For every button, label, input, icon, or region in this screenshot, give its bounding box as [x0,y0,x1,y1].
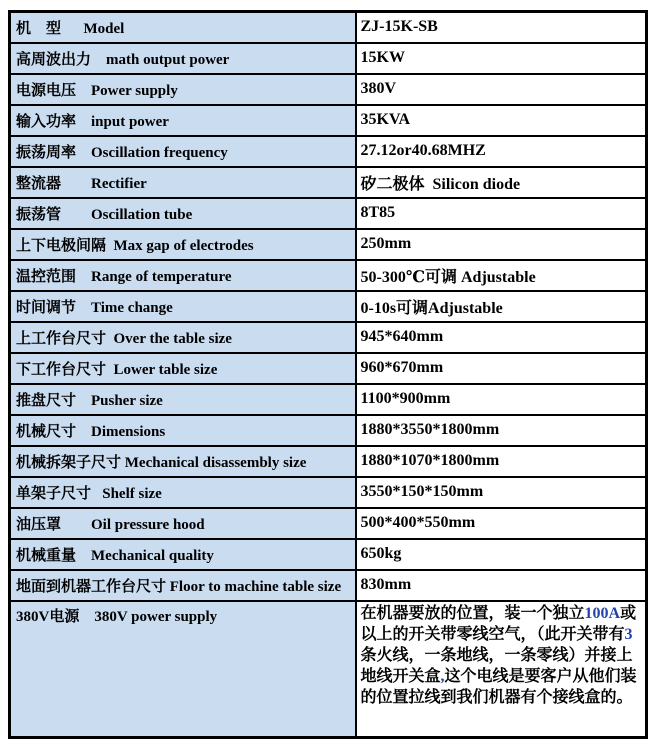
spec-value-cell: ZJ-15K-SB [356,12,647,43]
spec-label-cell: 时间调节 Time change [10,291,356,322]
spec-label-cell: 电源电压 Power supply [10,74,356,105]
spec-value-cell: 380V [356,74,647,105]
spec-table-body [10,12,647,738]
spec-value-cell: 50-300℃可调 Adjustable [356,260,647,291]
spec-row [10,198,647,229]
spec-label-cell: 380V电源 380V power supply [10,601,356,738]
spec-value-cell: 8T85 [356,198,647,229]
spec-value-cell: 1880*1070*1800mm [356,446,647,477]
cjk-text: 或以上的开关带零线空气，（此开关带有 [360,604,637,643]
spec-label-cell: 下工作台尺寸 Lower table size [10,353,356,384]
cjk-text: 条火线，一条地线，一条零线）并接上地线开关盒 [360,646,633,685]
spec-row [10,539,647,570]
spec-row [10,105,647,136]
cjk-text: 这个电线是要客户从他们装的位置拉线到我们机器有个接线盒的。 [360,667,637,706]
spec-label-cell: 整流器 Rectifier [10,167,356,198]
spec-value-cell: 0-10s可调Adjustable [356,291,647,322]
spec-row [10,508,647,539]
latin-highlight-text: 100A [584,604,621,622]
spec-label-cell: 上工作台尺寸 Over the table size [10,322,356,353]
spec-label-cell: 机 型 Model [10,12,356,43]
spec-row [10,43,647,74]
spec-row [10,291,647,322]
spec-value-cell: 矽二极体 Silicon diode [356,167,647,198]
spec-value-cell: 3550*150*150mm [356,477,647,508]
spec-value-cell: 945*640mm [356,322,647,353]
spec-value-cell: 250mm [356,229,647,260]
spec-row [10,415,647,446]
spec-label-cell: 地面到机器工作台尺寸 Floor to machine table size [10,570,356,601]
spec-row [10,570,647,601]
spec-row [10,601,647,738]
spec-row [10,74,647,105]
spec-label-cell: 输入功率 input power [10,105,356,136]
spec-label-cell: 振荡周率 Oscillation frequency [10,136,356,167]
spec-value-cell: 830mm [356,570,647,601]
spec-value-cell: 15KW [356,43,647,74]
spec-value-cell: 650kg [356,539,647,570]
spec-label-cell: 机械重量 Mechanical quality [10,539,356,570]
spec-row [10,477,647,508]
spec-value-cell [356,601,647,738]
spec-label-cell: 高周波出力 math output power [10,43,356,74]
spec-row [10,260,647,291]
spec-label-cell: 温控范围 Range of temperature [10,260,356,291]
spec-label-cell: 机械拆架子尺寸 Mechanical disassembly size [10,446,356,477]
spec-value-cell: 35KVA [356,105,647,136]
spec-label-cell: 机械尺寸 Dimensions [10,415,356,446]
cjk-text: 在机器要放的位置，装一个独立 [360,604,585,622]
spec-row [10,446,647,477]
spec-label-cell: 上下电极间隔 Max gap of electrodes [10,229,356,260]
spec-row [10,12,647,43]
spec-row [10,384,647,415]
spec-row [10,167,647,198]
latin-highlight-text: , [440,667,445,685]
spec-value-cell: 1100*900mm [356,384,647,415]
spec-row [10,322,647,353]
spec-label-cell: 油压罩 Oil pressure hood [10,508,356,539]
spec-value-cell: 500*400*550mm [356,508,647,539]
spec-row [10,229,647,260]
spec-value-cell: 27.12or40.68MHZ [356,136,647,167]
spec-table [8,10,648,739]
latin-highlight-text: 3 [624,625,633,643]
spec-label-cell: 振荡管 Oscillation tube [10,198,356,229]
spec-label-cell: 单架子尺寸 Shelf size [10,477,356,508]
spec-label-cell: 推盘尺寸 Pusher size [10,384,356,415]
spec-value-cell: 960*670mm [356,353,647,384]
spec-row [10,353,647,384]
spec-value-cell: 1880*3550*1800mm [356,415,647,446]
spec-row [10,136,647,167]
